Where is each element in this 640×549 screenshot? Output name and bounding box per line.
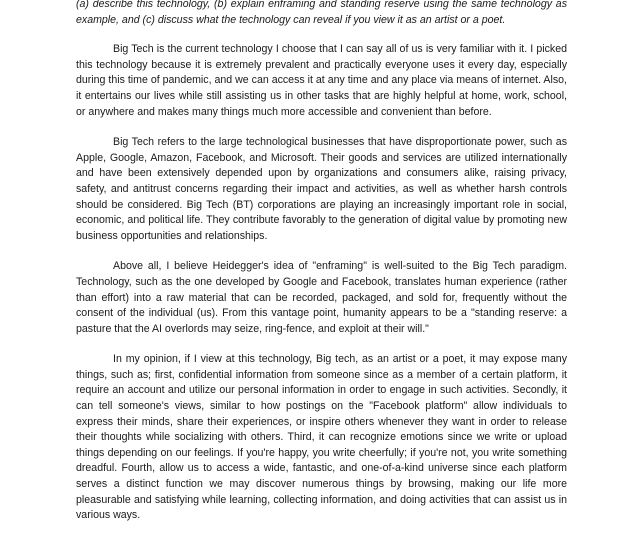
paragraph-enframing: Above all, I believe Heidegger's idea of "enframing" is well-suited to the Big Tech paradigm. Technology, such as the one developed by Google and Facebook, translates human experience (rather than effort) into a raw material that can be recorded, packaged, and sold for, frequently without the consent of the individual (us). From this vantage point, humanity appears to be a "standing reserve: a pasture that the AI overlords may seize, ring-fence, and exploit at their will." — [76, 260, 567, 335]
document-body — [76, 0, 567, 524]
paragraph-artist-view: In my opinion, if I view at this technology, Big tech, as an artist or a poet, it may expose many things, such as; first, confidential information from someone since as a member of a certain platform, it require an account and utilize our personal information in order to engage in such activities. Secondly, it can tell someone's views, similar to how postings on the "Facebook platform" allow individuals to express their minds, share their experiences, or inspire others whenever they want in order to release their thoughts while socializing with others. Third, it can recognize emotions since we write or upload things depending on our feelings. If you're happy, you write cheerfully; if you're not, you write something dreadful. Fourth, allow us to access a wide, fantastic, and one-of-a-kind universe since each platform serves a distinct function we may discover numerous things by browsing, making our life more pleasurable and satisfying while learning, collecting information, and doing activities that can assist us in various ways. — [76, 353, 567, 522]
paragraph-definition: Big Tech refers to the large technological businesses that have disproportionate power, such as Apple, Google, Amazon, Facebook, and Microsoft. Their goods and services are utilized internationally and have been extensively depended upon by organizations and consumers alike, raising privacy, safety, and antitrust concerns regarding their impact and activities, as well as whether harsh controls should be considered. Big Tech (BT) corporations are playing an increasingly important role in social, economic, and political life. They contribute favorably to the generation of digital value by promoting new business opportunities and relationships. — [76, 136, 567, 242]
paragraph-intro: Big Tech is the current technology I choose that I can say all of us is very familiar with it. I picked this technology because it is extremely prevalent and practically everyone uses it every day, especially during this time of pandemic, and we can access it at any time and any place via means of internet. Also, it entertains our lives while still assisting us in other tasks that are highly helpful at home, work, school, or anywhere and makes many things much more accessible and convenient than before. — [76, 43, 567, 118]
assignment-prompt: (a) describe this technology, (b) explain enframing and standing reserve using the same technology as example, and (c) discuss what the technology can reveal if you view it as an artist or a poet. — [76, 0, 567, 26]
